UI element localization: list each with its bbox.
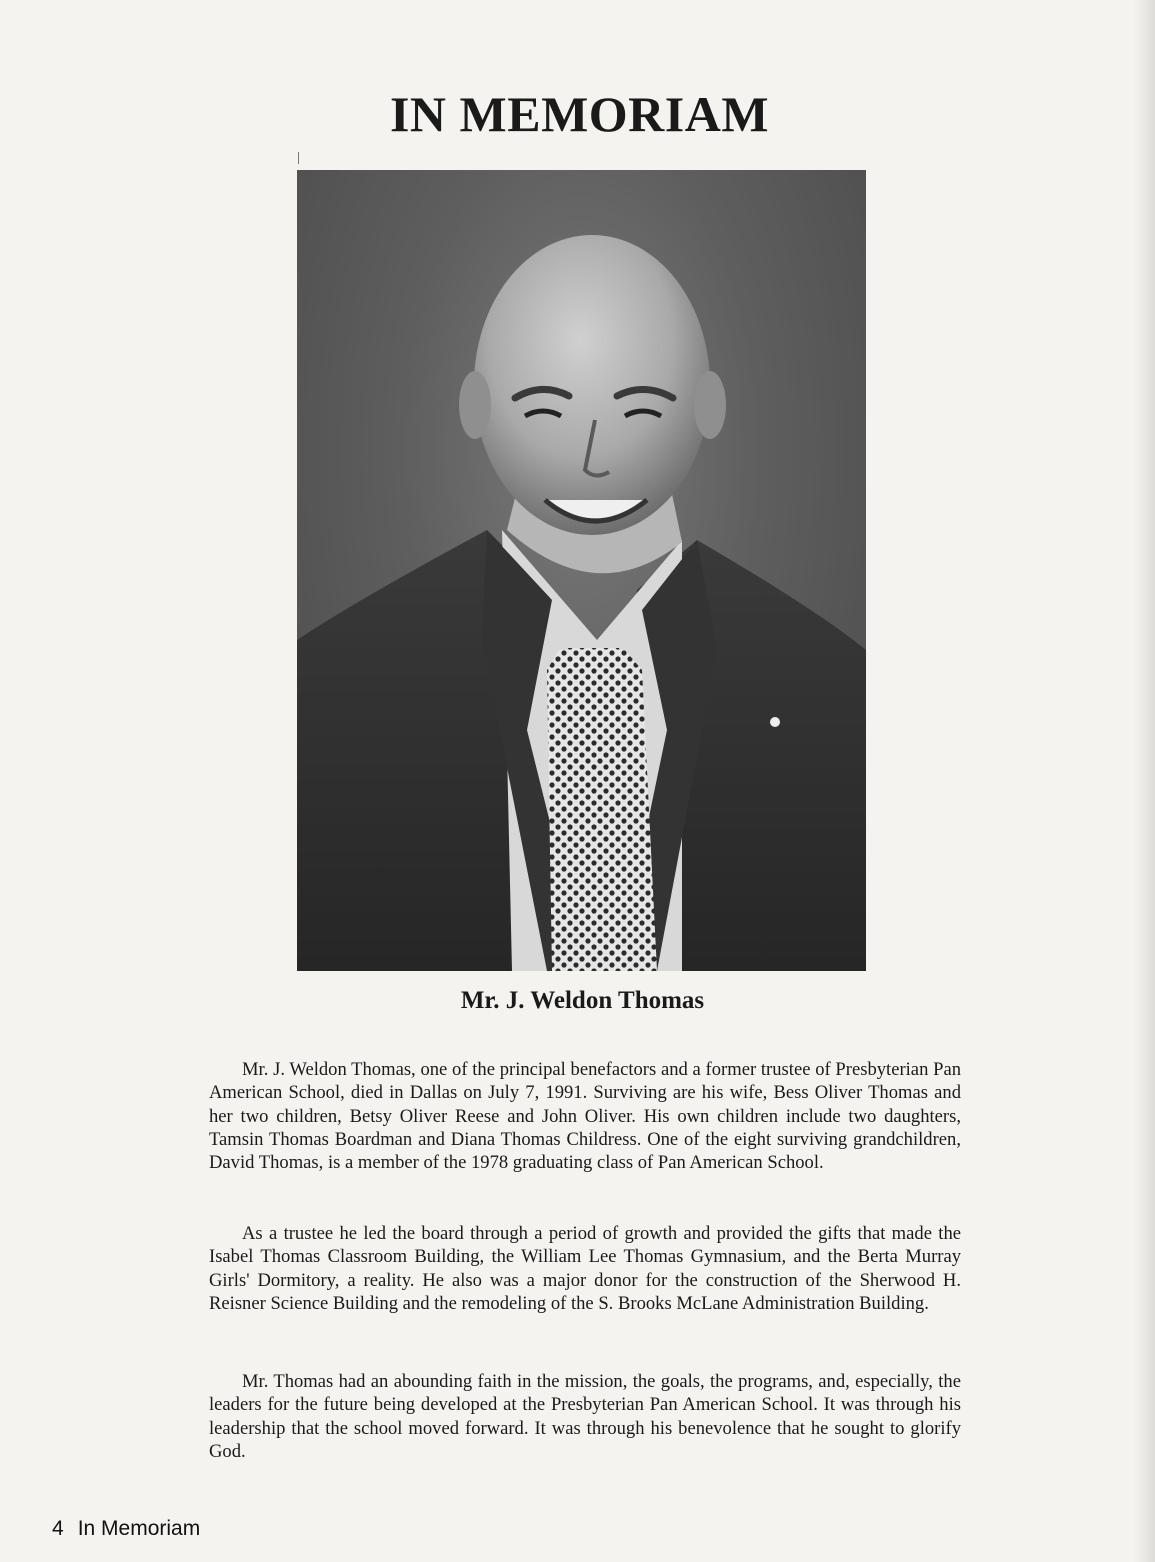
crop-mark <box>298 152 299 164</box>
paragraph-faith: Mr. Thomas had an abounding faith in the mission, the goals, the programs, and, especially, the leaders for the future being developed at the Presbyterian Pan American School. It was through his leadership that the school moved forward. It was through his benevolence that he sought to glorify God. <box>209 1371 961 1462</box>
ear-right <box>694 371 726 439</box>
photo-caption: Mr. J. Weldon Thomas <box>460 987 705 1014</box>
portrait-photo <box>297 170 866 971</box>
head <box>474 235 710 535</box>
portrait-illustration <box>297 170 866 971</box>
tie <box>547 650 657 971</box>
paragraph-obituary: Mr. J. Weldon Thomas, one of the principal benefactors and a former trustee of Presbyterian Pan American School, died in Dallas on July 7, 1991. Surviving are his wife, Bess Oliver Thomas and her two children, Betsy Oliver Reese and John Oliver. His own children include two daughters, Tamsin Thomas Boardman and Diana Thomas Childress. One of the eight surviving grandchildren, David Thomas, is a member of the 1978 graduating class of Pan American School. <box>209 1059 961 1174</box>
footer-section: In Memoriam <box>77 1517 201 1540</box>
paragraph-trustee: As a trustee he led the board through a period of growth and provided the gifts that made the Isabel Thomas Classroom Building, the William Lee Thomas Gymnasium, and the Berta Murray Girls' Dormitory, a reality. He also was a major donor for the construction of the Sherwood H. Reisner Science Building and the remodeling of the S. Brooks McLane Administration Building. <box>209 1223 961 1314</box>
page-number: 4 <box>52 1517 64 1540</box>
ear-left <box>459 371 491 439</box>
page-footer <box>52 1516 200 1542</box>
page-title: IN MEMORIAM <box>389 86 770 142</box>
tie-knot <box>559 648 627 680</box>
lapel-pin <box>770 717 780 727</box>
page-shadow-edge <box>1133 0 1155 1562</box>
